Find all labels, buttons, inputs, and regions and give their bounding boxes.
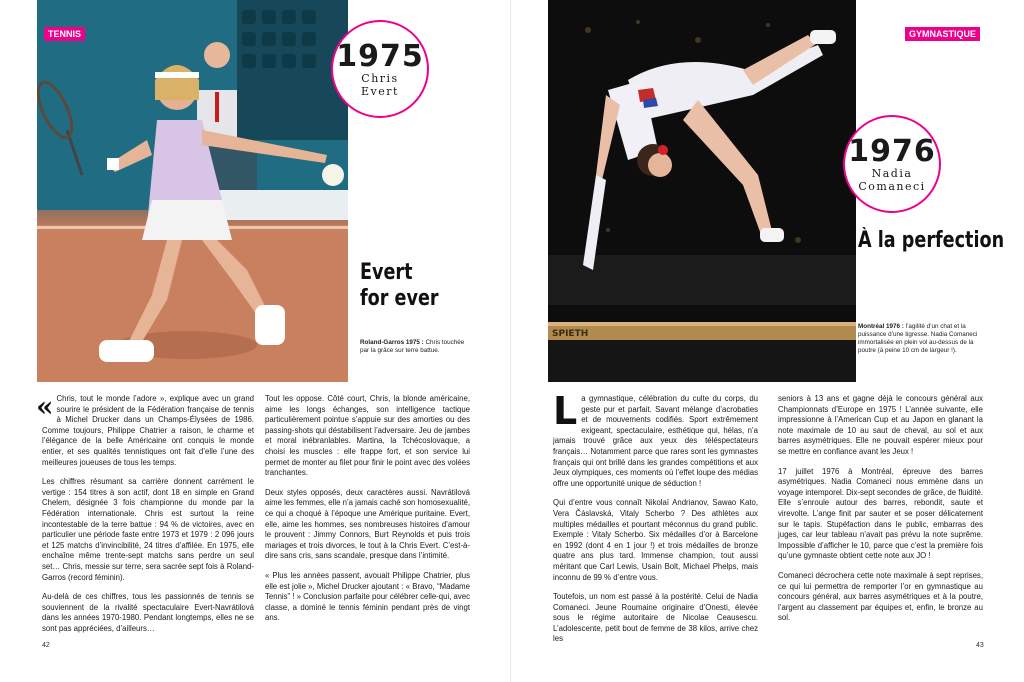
headline [360,260,512,312]
caption-lead: Roland-Garros 1975 : [360,339,424,346]
opening-quote: « [36,390,54,423]
paragraph: Chris, tout le monde l’adore », explique avec un grand sourire le président de la Fédération française de tennis à Michel Drucker dans un Champs-Élysées de 1986. Comme toujours, Philippe Chatrier a raison, le charme et l’élégance de la belle Américaine ont conquis le monde entier, et ses qualités tennistiques ont fait d’elle l’une des meilleures joueuses de tous les temps. [42,394,254,467]
headline-line-2: for ever [360,286,439,311]
article-column-3 [553,389,758,654]
paragraph: 17 juillet 1976 à Montréal, épreuve des barres asymétriques. Nadia Comaneci nous emmène dans un voyage intemporel. Dix-sept secondes de grâce, de fluidité. Elle s’enroule autour des barres, rebondit, saute et virevolte. L’ange finit par sauter et se poser délicatement sur le tapis. Stupéfaction dans le public, embarras des juges, car leur tableau n’avait pas prévu la note suprême. Impossible d’afficher le 10, parce que c’est la première fois qu’une gymnaste obtient cette note aux JO ! [778,466,983,561]
paragraph: Les chiffres résumant sa carrière donnent carrément le vertige : 154 titres à son actif, dont 18 en simple en Grand Chelem, désignée 3 fois championne du monde par la Fédération internationale. Chris est surtout la reine incontestable de la terre battue : 94 % de victoires, avec en particulier une période faste entre 1973 et 1979 : 2 096 jours et 125 matchs d’invincibilité, 24 titres d’affilée. En 1975, elle enchaîne même trente-sept matchs sans perdre un seul set… Chris, messie sur terre, sera sacrée sept fois à Roland-Garros (record féminin). [42,477,254,582]
section-tag: TENNIS [44,27,85,41]
caption-lead: Montréal 1976 : [858,323,904,330]
drop-cap: L [553,389,578,433]
comaneci-illustration [548,0,856,382]
badge-name-last: Comaneci [858,180,926,193]
caption-text: Chris touchée par la grâce sur terre battue. [360,339,465,354]
comaneci-photo [548,0,856,382]
headline-line-1: Evert [360,260,413,285]
photo-caption [360,339,470,355]
paragraph: Qui d’entre vous connaît Nikolaï Andrianov, Sawao Kato, Vera Čáslavská, Vitaly Scherbo ? Des athlètes aux multiples médailles et pourtant méconnus du grand public. Exemple : Vitaly Scherbo. Six médailles d’or à Barcelone en 1992 (dont 4 en 1 jour !) et trois médailles de bronze quatre ans plus tard. Immense champion, tout aussi méritant que Carl Lewis, Usain Bolt, Michael Phelps, mais inconnu de 99 % d’entre vous. [553,498,758,582]
year-badge [843,115,941,213]
badge-name-last: Evert [361,85,399,98]
caption-text: l’agilité d’un chat et la puissance d’une tigresse. Nadia Comaneci immortalisée en plein vol au-dessus de la poutre (à peine 10 cm de largeur !). [858,323,978,354]
section-tag: GYMNASTIQUE [905,27,980,41]
badge-year: 1976 [848,134,936,169]
badge-name-first: Chris [361,72,399,85]
page-number: 43 [976,642,984,649]
badge-year: 1975 [336,39,424,74]
page-number: 42 [42,642,50,649]
year-badge [331,20,429,118]
article-column-2 [265,394,470,633]
evert-photo [37,0,348,382]
article-column-4 [778,394,983,633]
paragraph: Tout les oppose. Côté court, Chris, la blonde américaine, aime les longs échanges, son intelligence tactique particulièrement pointue s’appuie sur des amorties ou des passing-shots qui déstabilisent l’adversaire. Jeu de jambes et moral inébranlables. Martina, la Tchécoslovaque, a choisi les muscles : elle frappe fort, et son service lui permet de monter au filet pour finir le point avec des volées tranchantes. [265,394,470,478]
badge-name-first: Nadia [871,167,913,180]
paragraph: Au-delà de ces chiffres, tous les passionnés de tennis se souviennent de la rivalité spectaculaire Evert-Navrátilová dans les années 1970-1980. Pendant longtemps, elles ne se sont pas appréciées, d’ailleurs… [42,592,254,633]
article-column-1 [36,390,254,643]
paragraph: a gymnastique, célébration du culte du corps, du geste pur et parfait. Savant mélange d’acrobaties et de mouvements codifiés. Sport extrêmement exigeant, spectaculaire, esthétique qui, hélas, n’a jamais trouvé grâce aux yeux des téléspectateurs français… Notamment parce que rares sont les gymnastes français qui ont brillé dans les grandes compétitions et aux Jeux olympiques, ces moments où l’effet loupe des médias offre une opportunité unique de séduction ! [553,394,758,488]
paragraph: « Plus les années passent, avouait Philippe Chatrier, plus elle est jolie », Michel Drucker ajoutant : « Bravo, “Madame Tennis” ! » Conclusion parfaite pour célébrer celle-qui, avec classe, a dominé le tennis féminin pendant près de vingt ans. [265,570,470,623]
beam-brand: SPIETH [552,329,589,339]
photo-caption [858,323,988,355]
paragraph: seniors à 13 ans et gagne déjà le concours général aux Championnats d’Europe en 1975 ! L’année suivante, elle impressionne à l’American Cup et au Japon en glanant la note maximale de 10 au saut de cheval, au sol et aux barres asymétriques. Elle ne pouvait espérer mieux pour se mettre en confiance avant les Jeux ! [778,394,983,456]
headline: À la perfection [858,228,1005,253]
paragraph: Toutefois, un nom est passé à la postérité. Celui de Nadia Comaneci. Jeune Roumaine originaire d’Onesti, élevée sous le régime autoritaire de Nicolae Ceausescu. L’adolescente, petit bout de femme de 38 kilos, arrive chez les [553,592,758,644]
paragraph: Comaneci décrochera cette note maximale à sept reprises, ce qui lui permettra de remporter l’or en gymnastique au concours général, aux barres asymétriques et à la poutre, l’argent au classement par équipes et, enfin, le bronze au sol. [778,570,983,623]
evert-illustration [37,0,348,382]
paragraph: Deux styles opposés, deux caractères aussi. Navrátilová aime les femmes, elle n’a jamais caché son homosexualité, ce qui a choqué à l’époque une Amérique puritaine. Evert, elle, aime les hommes, ses nombreuses histoires d’amour le prouvent : Jimmy Connors, Burt Reynolds et puis trois mariages et trois divorces, le tout à la Chris Evert. C’est-à-dire sans cris, sans scandale, presque dans l’intimité. [265,487,470,561]
